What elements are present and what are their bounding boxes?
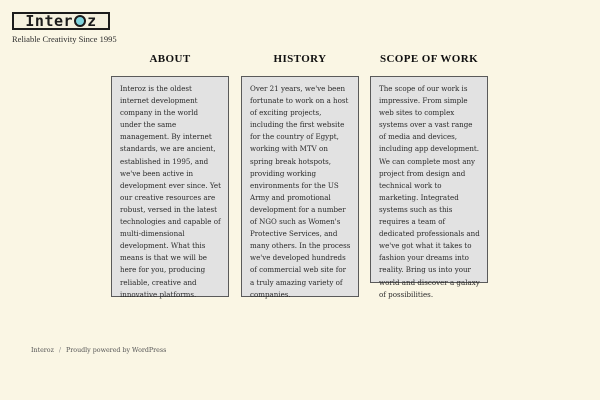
footer-site-link[interactable]: Interoz: [31, 347, 54, 354]
history-column: [241, 52, 359, 297]
wordpress-credit-link[interactable]: Proudly powered by WordPress: [66, 347, 167, 354]
footer-separator: /: [58, 347, 62, 354]
site-logo[interactable]: [12, 12, 110, 30]
site-tagline: Reliable Creativity Since 1995: [12, 34, 117, 44]
history-body-text: Over 21 years, we've been fortunate to work on a host of exciting projects, including the first website for the country of Egypt, working with MTV on spring break hotspots, providing working environments for the US Army and promotional development for a number of NGO such as Women's Protective Services, and many others. In the process we've developed hundreds of commercial web site for a truly amazing variety of companies.: [250, 84, 351, 299]
scope-of-work-body-text: The scope of our work is impressive. From simple web sites to complex systems over a vast range of media and devices, including app development. We can complete most any project from design and technical work to marketing. Integrated systems such as this requires a team of dedicated professionals and we've got what it takes to fashion your dreams into reality. Bring us into your world and discover a galaxy of possibilities.: [379, 84, 480, 299]
site-footer: [31, 347, 166, 354]
scope-of-work-title: SCOPE OF WORK: [379, 53, 479, 65]
scope-of-work-column: [370, 52, 488, 299]
history-title: HISTORY: [273, 53, 327, 65]
about-body-text: Interoz is the oldest internet development company in the world under the same management. By internet standards, we are ancient, established in 1995, and we've been active in development ever since. Yet our creative resources are robust, versed in the latest technologies and capable of multi-dimensional development. What this means is that we will be here for you, producing reliable, creative and innovative platforms.: [120, 84, 221, 299]
logo-text-before: Inter: [25, 12, 74, 30]
scope-of-work-text-panel: [370, 76, 488, 299]
about-text-panel: [111, 76, 229, 297]
history-text-panel: [241, 76, 359, 297]
about-title: ABOUT: [149, 53, 191, 65]
about-column: [111, 52, 229, 297]
logo-text-after: z: [87, 12, 97, 30]
logo-wordmark: [25, 14, 96, 29]
logo-o-icon: [74, 15, 86, 27]
